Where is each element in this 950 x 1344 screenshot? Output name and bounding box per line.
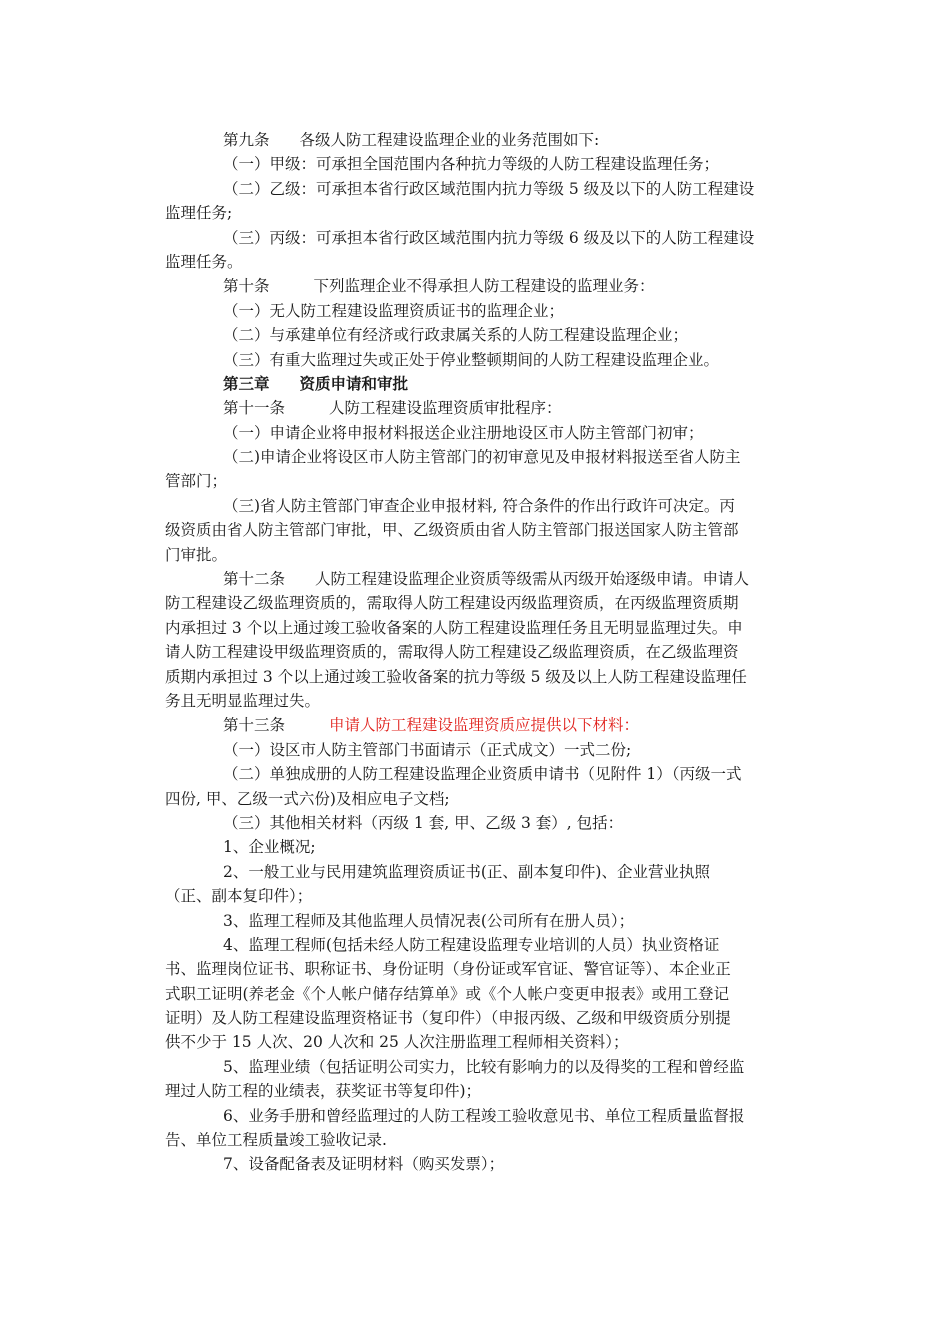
text-line: （一）甲级：可承担全国范围内各种抗力等级的人防工程建设监理任务； (223, 155, 720, 174)
list-item: 4、监理工程师(包括未经人防工程建设监理专业培训的人员）执业资格证 (223, 935, 720, 954)
text-line: 级资质由省人防主管部门审批，甲、乙级资质由省人防主管部门报送国家人防主管部 (165, 521, 739, 540)
document-body (165, 128, 785, 1177)
text-line: 管部门； (165, 472, 228, 491)
text-line: 理过人防工程的业绩表，获奖证书等复印件)； (165, 1082, 482, 1101)
text-line: （三)省人防主管部门审查企业申报材料, 符合条件的作出行政许可决定。丙 (223, 496, 735, 515)
text-line: （二）与承建单位有经济或行政隶属关系的人防工程建设监理企业； (223, 326, 689, 345)
article-11-heading: 第十一条 人防工程建设监理资质审批程序： (223, 399, 562, 418)
text-line: （正、副本复印件）； (165, 887, 313, 906)
text-line: 证明）及人防工程建设监理资格证书（复印件）（申报丙级、乙级和甲级资质分别提 (165, 1009, 731, 1028)
text-line: 内承担过 3 个以上通过竣工验收备案的人防工程建设监理任务且无明显监理过失。申 (165, 618, 743, 637)
text-line: 请人防工程建设甲级监理资质的，需取得人防工程建设乙级监理资质，在乙级监理资 (165, 643, 739, 662)
article-13-heading: 第十三条 申请人防工程建设监理资质应提供以下材料： (223, 716, 640, 735)
list-item: 6、业务手册和曾经监理过的人防工程竣工验收意见书、单位工程质量监督报 (223, 1106, 745, 1125)
text-line: 门审批。 (165, 545, 228, 564)
text-line: 式职工证明(养老金《个人帐户储存结算单》或《个人帐户变更申报表》或用工登记 (165, 984, 730, 1003)
text-line: （二）单独成册的人防工程建设监理企业资质申请书（见附件 1）（丙级一式 (223, 765, 742, 784)
text-line: 书、监理岗位证书、职称证书、身份证明（身份证或军官证、警官证等）、本企业正 (165, 960, 731, 979)
list-item: 3、监理工程师及其他监理人员情况表(公司所有在册人员）； (223, 911, 635, 930)
list-item: 2、一般工业与民用建筑监理资质证书(正、副本复印件)、企业营业执照 (223, 862, 710, 881)
chapter-3-heading: 第三章 资质申请和审批 (223, 373, 409, 393)
text-line: （三）有重大监理过失或正处于停业整顿期间的人防工程建设监理企业。 (223, 350, 720, 369)
text-line: （一）设区市人防主管部门书面请示（正式成文）一式二份; (223, 740, 632, 759)
text-line: （二）乙级：可承担本省行政区域范围内抗力等级 5 级及以下的人防工程建设 (223, 179, 755, 198)
text-line: 告、单位工程质量竣工验收记录. (165, 1131, 387, 1150)
text-line: 供不少于 15 人次、20 人次和 25 人次注册监理工程师相关资料）； (165, 1033, 629, 1052)
text-line: 务且无明显监理过失。 (165, 691, 321, 710)
list-item: 5、监理业绩（包括证明公司实力，比较有影响力的以及得奖的工程和曾经监 (223, 1057, 745, 1076)
list-item: 1、企业概况; (223, 838, 316, 857)
text-line: （二)申请企业将设区市人防主管部门的初审意见及申报材料报送至省人防主 (223, 448, 741, 467)
highlighted-text: 申请人防工程建设监理资质应提供以下材料： (329, 716, 640, 735)
text-line: （一）申请企业将申报材料报送企业注册地设区市人防主管部门初审； (223, 423, 704, 442)
article-12-heading: 第十二条 人防工程建设监理企业资质等级需从丙级开始逐级申请。申请人 (223, 570, 750, 589)
text-line: 四份, 甲、乙级一式六份)及相应电子文档; (165, 789, 450, 808)
text-line: 防工程建设乙级监理资质的，需取得人防工程建设丙级监理资质，在丙级监理资质期 (165, 594, 739, 613)
list-item: 7、设备配备表及证明材料（购买发票）； (223, 1155, 505, 1174)
text-line: （一）无人防工程建设监理资质证书的监理企业； (223, 301, 565, 320)
text-line: 质期内承担过 3 个以上通过竣工验收备案的抗力等级 5 级及以上人防工程建设监理任 (165, 667, 747, 686)
text-line: （三）丙级：可承担本省行政区域范围内抗力等级 6 级及以下的人防工程建设 (223, 228, 755, 247)
text-line: 监理任务。 (165, 252, 243, 271)
article-9-heading: 第九条 各级人防工程建设监理企业的业务范围如下: (223, 131, 600, 149)
text-line: （三）其他相关材料（丙级 1 套, 甲、乙级 3 套）, 包括： (223, 813, 624, 832)
text-line: 监理任务; (165, 204, 233, 223)
article-10-heading: 第十条 下列监理企业不得承担人防工程建设的监理业务： (223, 277, 655, 296)
